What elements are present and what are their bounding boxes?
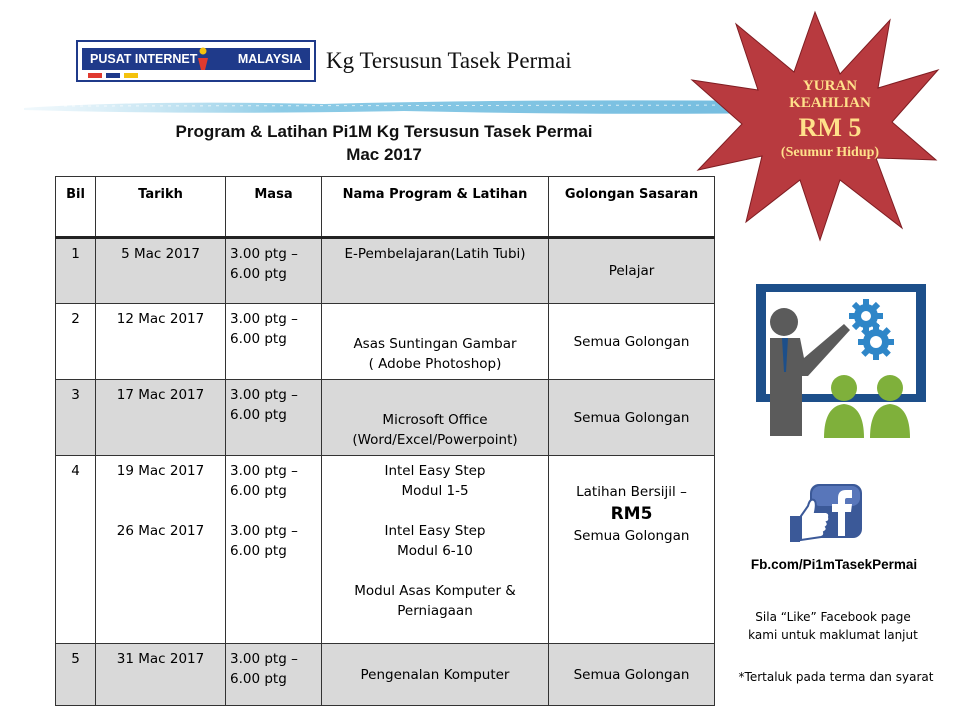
table-header-row — [56, 177, 715, 238]
cell-program-line1: Microsoft Office — [382, 412, 488, 428]
cell-tarikh: 5 Mac 2017 — [96, 238, 226, 304]
cell-tarikh: 17 Mac 2017 — [96, 380, 226, 456]
cell-program-line2: Intel Easy Step — [384, 523, 486, 539]
cell-masa — [226, 456, 322, 644]
cell-program-line1: Asas Suntingan Gambar — [353, 336, 517, 352]
cell-masa: 3.00 ptg – 6.00 ptg — [226, 644, 322, 706]
cell-sasaran: Pelajar — [549, 238, 715, 304]
logo-figure-icon — [196, 46, 210, 72]
facebook-note — [718, 608, 948, 644]
header-sasaran: Golongan Sasaran — [549, 177, 715, 238]
cell-tarikh: 12 Mac 2017 — [96, 304, 226, 380]
cell-bil: 3 — [56, 380, 96, 456]
cell-sasaran: Semua Golongan — [549, 304, 715, 380]
cell-program-line3: Modul Asas Komputer & Perniagaan — [354, 583, 516, 619]
cell-program-line1b: Modul 1-5 — [401, 483, 469, 499]
cell-sasaran-price: RM5 — [610, 504, 653, 524]
cell-tarikh: 31 Mac 2017 — [96, 644, 226, 706]
program-title — [84, 120, 684, 166]
header-program: Nama Program & Latihan — [322, 177, 549, 238]
header-bil: Bil — [56, 177, 96, 238]
program-title-line1: Program & Latihan Pi1M Kg Tersusun Tasek Permai — [175, 122, 593, 141]
facebook-like-icon[interactable] — [786, 482, 866, 544]
table-row — [56, 456, 715, 644]
cell-program-line1: Intel Easy Step — [384, 463, 486, 479]
cell-program: E-Pembelajaran(Latih Tubi) — [322, 238, 549, 304]
membership-fee-text — [750, 78, 910, 162]
terms-note: *Tertaluk pada terma dan syarat — [738, 670, 934, 684]
table-row — [56, 380, 715, 456]
cell-bil: 2 — [56, 304, 96, 380]
cell-program: Pengenalan Komputer — [322, 644, 549, 706]
logo-partner-marks-icon — [88, 72, 148, 80]
cell-sasaran: Semua Golongan — [549, 380, 715, 456]
fee-label-line2: KEAHLIAN — [789, 95, 871, 111]
cell-masa-line1: 3.00 ptg – 6.00 ptg — [230, 463, 298, 499]
table-row — [56, 644, 715, 706]
facebook-note-line2: kami untuk maklumat lanjut — [748, 628, 918, 642]
cell-program — [322, 380, 549, 456]
cell-program-line2: (Word/Excel/Powerpoint) — [352, 432, 518, 448]
presentation-training-icon — [740, 280, 930, 440]
cell-tarikh-line2: 26 Mac 2017 — [116, 523, 205, 539]
fee-note: (Seumur Hidup) — [780, 145, 880, 160]
cell-masa-line2: 3.00 ptg – 6.00 ptg — [230, 523, 298, 559]
logo-text-left: PUSAT INTERNET — [90, 52, 198, 66]
cell-masa: 3.00 ptg – 6.00 ptg — [226, 380, 322, 456]
cell-program-line2: ( Adobe Photoshop) — [368, 356, 502, 372]
facebook-note-line1: Sila “Like” Facebook page — [755, 610, 911, 624]
table-row — [56, 238, 715, 304]
cell-masa: 3.00 ptg – 6.00 ptg — [226, 238, 322, 304]
cell-program — [322, 304, 549, 380]
cell-bil: 1 — [56, 238, 96, 304]
cell-program-line2b: Modul 6-10 — [397, 543, 473, 559]
program-title-line2: Mac 2017 — [346, 145, 422, 164]
schedule-table — [55, 176, 715, 706]
logo-text-right: MALAYSIA — [237, 52, 302, 66]
fee-label-line1: YURAN — [802, 78, 858, 94]
cell-tarikh — [96, 456, 226, 644]
cell-sasaran — [549, 456, 715, 644]
table-row — [56, 304, 715, 380]
cell-bil: 4 — [56, 456, 96, 644]
cell-program — [322, 456, 549, 644]
fee-price: RM 5 — [798, 113, 862, 142]
site-title: Kg Tersusun Tasek Permai — [326, 48, 572, 73]
cell-sasaran-line1: Latihan Bersijil – — [576, 484, 687, 500]
pusat-internet-malaysia-logo — [76, 40, 316, 82]
cell-bil: 5 — [56, 644, 96, 706]
cell-sasaran: Semua Golongan — [549, 644, 715, 706]
cell-tarikh-line1: 19 Mac 2017 — [116, 463, 205, 479]
header-tarikh: Tarikh — [96, 177, 226, 238]
cell-sasaran-line3: Semua Golongan — [573, 528, 690, 544]
cell-masa: 3.00 ptg – 6.00 ptg — [226, 304, 322, 380]
header-masa: Masa — [226, 177, 322, 238]
logo-band — [82, 48, 310, 70]
facebook-url-link[interactable]: Fb.com/Pi1mTasekPermai — [750, 557, 918, 572]
